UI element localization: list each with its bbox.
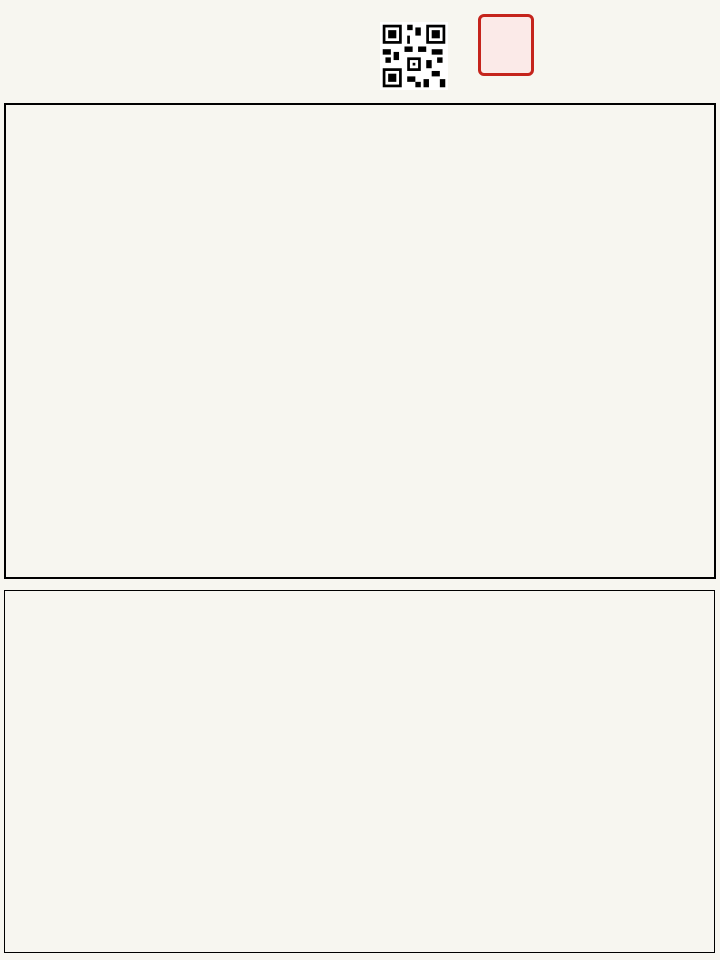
- qr-code-icon[interactable]: [380, 22, 448, 90]
- header: [0, 0, 720, 100]
- seal-stamp: [478, 14, 534, 76]
- annual-luck-table: [4, 590, 715, 953]
- bazi-chart: [4, 103, 716, 579]
